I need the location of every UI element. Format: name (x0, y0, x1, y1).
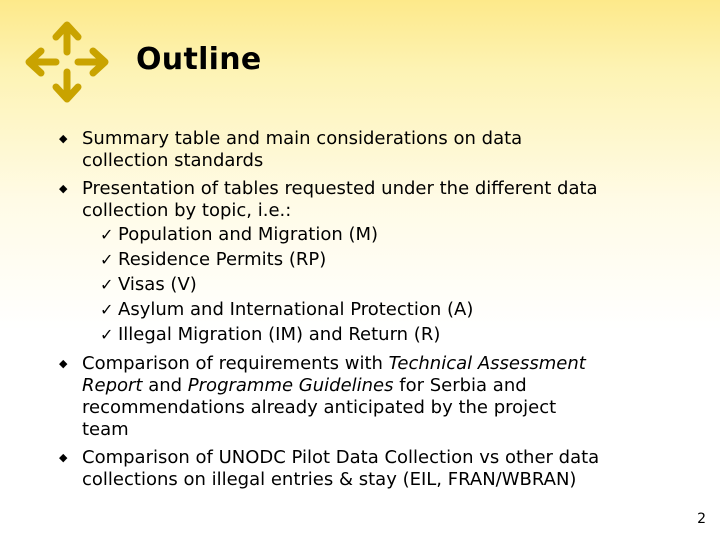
check-mark-icon: ✓ (100, 275, 114, 294)
bullet-text-line (82, 375, 698, 397)
slide-title: Outline (136, 42, 262, 77)
bullet-text-line: team (82, 419, 129, 440)
check-mark-icon: ✓ (100, 250, 114, 269)
list-item (58, 447, 698, 491)
bullet-text-line (82, 353, 698, 375)
sub-item-text: Asylum and International Protection (A) (118, 299, 474, 320)
bullet-text-line: recommendations already anticipated by the project (82, 397, 557, 418)
text-segment: for Serbia and (393, 375, 527, 396)
sub-list-item (82, 272, 698, 297)
bullet-text-line: Comparison of UNODC Pilot Data Collection vs other data (82, 447, 600, 468)
sub-item-text: Visas (V) (118, 274, 197, 295)
text-segment: Comparison of requirements with (82, 353, 389, 374)
italic-document-title: Technical Assessment (388, 353, 586, 374)
bullet-text-line: Summary table and main considerations on data (82, 128, 523, 149)
sub-item-text: Residence Permits (RP) (118, 249, 327, 270)
sub-list-item (82, 322, 698, 347)
sub-list-item (82, 222, 698, 247)
diamond-bullet-icon: ◆ (59, 132, 68, 145)
list-item (58, 178, 698, 347)
check-mark-icon: ✓ (100, 325, 114, 344)
sub-list-item (82, 297, 698, 322)
page-number: 2 (697, 511, 706, 527)
check-mark-icon: ✓ (100, 225, 114, 244)
list-item (58, 128, 698, 172)
sub-item-text: Illegal Migration (IM) and Return (R) (118, 324, 441, 345)
four-arrows-icon (22, 18, 112, 106)
bullet-text-line: Presentation of tables requested under the different data (82, 178, 598, 199)
list-item (58, 353, 698, 441)
bullet-text-line: collections on illegal entries & stay (EIL, FRAN/WBRAN) (82, 469, 577, 490)
bullet-text-line: collection standards (82, 150, 264, 171)
sub-item-text: Population and Migration (M) (118, 224, 379, 245)
diamond-bullet-icon: ◆ (59, 451, 68, 464)
text-segment: and (142, 375, 188, 396)
diamond-bullet-icon: ◆ (59, 182, 68, 195)
sub-list-item (82, 247, 698, 272)
bullet-text-line: collection by topic, i.e.: (82, 200, 292, 221)
italic-document-title: Report (82, 375, 143, 396)
check-mark-icon: ✓ (100, 300, 114, 319)
diamond-bullet-icon: ◆ (59, 357, 68, 370)
outline-list (58, 128, 698, 497)
italic-document-title: Programme Guidelines (187, 375, 394, 396)
